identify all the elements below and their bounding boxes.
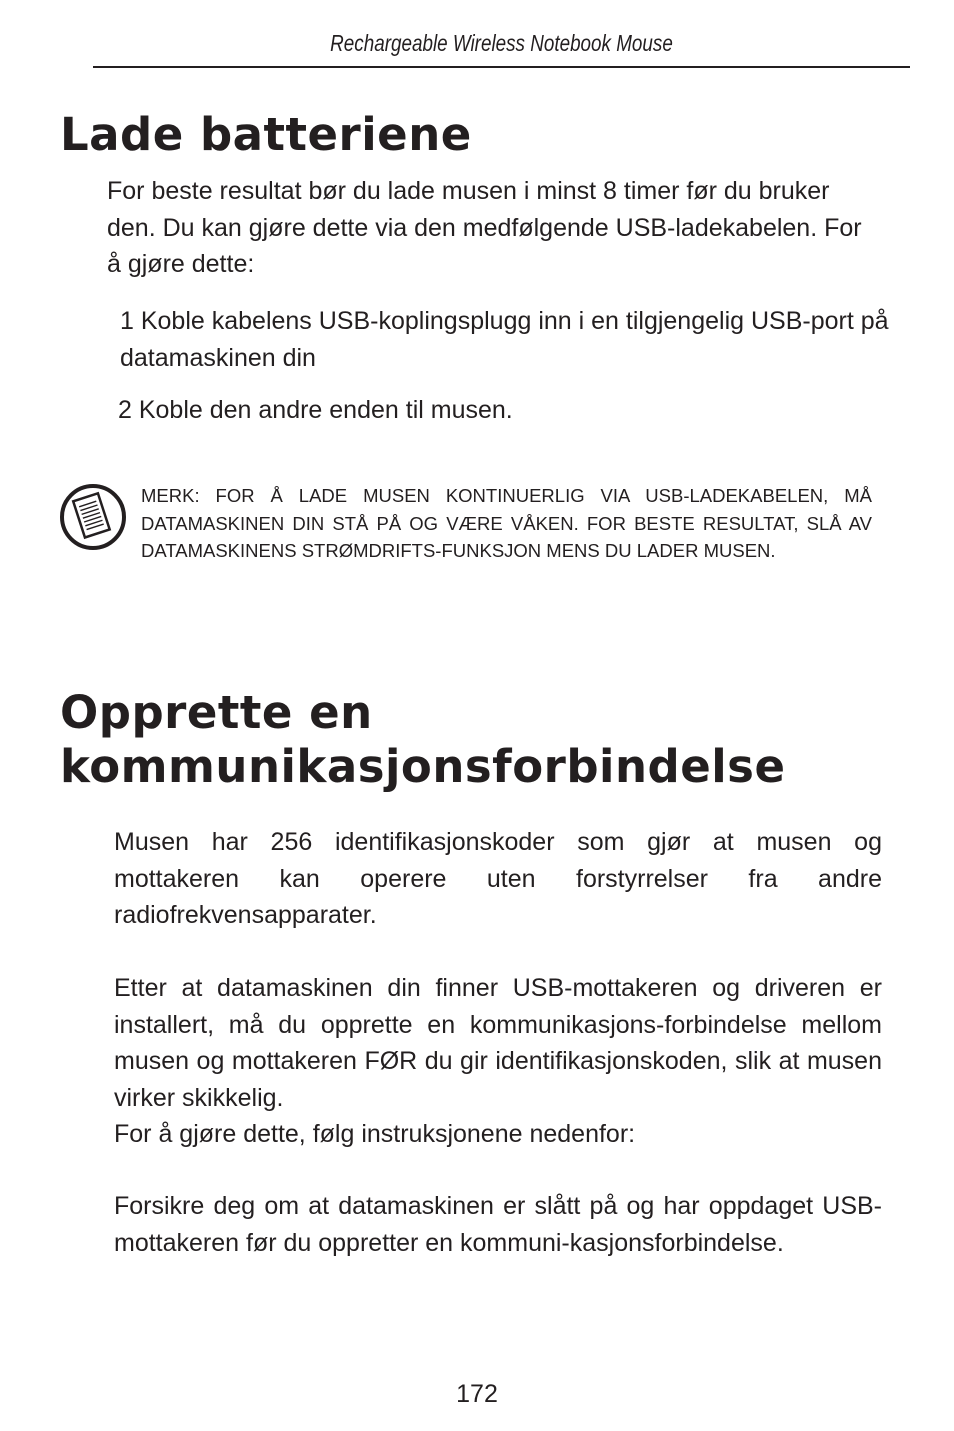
section-heading-connect-line1: Opprette en [60, 686, 373, 739]
connect-paragraph-2b: For å gjøre dette, følg instruksjonene nedenfor: [114, 1120, 636, 1148]
connect-paragraph-2: Etter at datamaskinen din finner USB-mottakeren og driveren er installert, må du opprette en kommunikasjons-forbindelse mellom musen og mottakeren FØR du gir identifikasjonskoden, slik at musen virker skikkelig. [114, 974, 882, 1112]
step-item-1: 1 Koble kabelens USB-koplingsplugg inn i en tilgjengelig USB-port på datamaskinen din [120, 307, 889, 372]
step-item-2: 2 Koble den andre enden til musen. [118, 396, 513, 424]
note-text: MERK: FOR Å LADE MUSEN KONTINUERLIG VIA USB-LADEKABELEN, MÅ DATAMASKINEN DIN STÅ PÅ OG VÆRE VÅKEN. FOR BESTE RESULTAT, SLÅ AV DATAMASKINENS STRØMDRIFTS-FUNKSJON MENS DU LADER MUSEN. [141, 485, 872, 561]
section-heading-connect [60, 686, 785, 794]
note-icon [59, 482, 127, 552]
connect-paragraph-2-block [114, 970, 882, 1153]
connect-paragraph-1: Musen har 256 identifikasjonskoder som gjør at musen og mottakeren kan operere uten forstyrrelser fra andre radiofrekvensapparater. [114, 828, 882, 929]
connect-paragraph-3: Forsikre deg om at datamaskinen er slått på og har oppdaget USB-mottakeren før du oppretter en kommuni-kasjonsforbindelse. [114, 1192, 882, 1257]
section-heading-charge: Lade batteriene [60, 108, 472, 161]
section-heading-connect-line2: kommunikasjonsforbindelse [60, 740, 786, 793]
page-number: 172 [456, 1380, 498, 1408]
running-header [93, 30, 910, 68]
charge-intro-paragraph: For beste resultat bør du lade musen i minst 8 timer før du bruker den. Du kan gjøre dette via den medfølgende USB-ladekabelen. For å gjøre dette: [107, 177, 862, 278]
running-header-title: Rechargeable Wireless Notebook Mouse [330, 30, 673, 56]
